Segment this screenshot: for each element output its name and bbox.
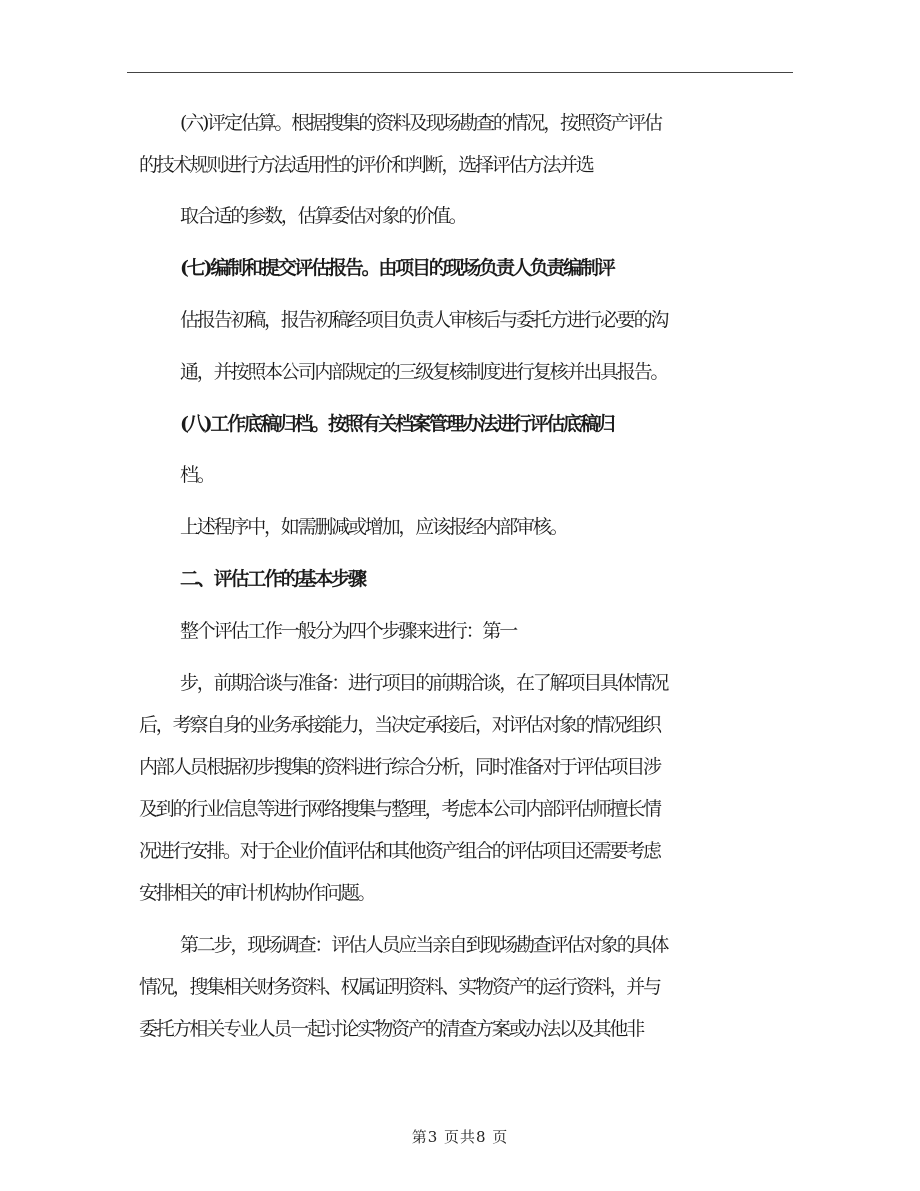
text-line: 内部人员根据初步搜集的资料进行综合分析，同时准备对于评估项目涉	[139, 756, 660, 778]
text-line: 通，并按照本公司内部规定的三级复核制度进行复核并出具报告。	[180, 361, 668, 383]
page-number-footer: 第3 页共8 页	[411, 1128, 509, 1146]
text-line: 整个评估工作一般分为四个步骤来进行：第一	[180, 620, 517, 642]
text-line: 第二步，现场调查：评估人员应当亲自到现场勘查评估对象的具体	[180, 934, 668, 956]
text-line: 上述程序中，如需删减或增加，应该报经内部审核。	[180, 516, 567, 538]
text-line: 档。	[180, 464, 214, 486]
header-rule	[127, 72, 793, 73]
text-line: 及到的行业信息等进行网络搜集与整理，考虑本公司内部评估师擅长情	[139, 798, 660, 820]
text-line: 情况，搜集相关财务资料、权属证明资料、实物资产的运行资料，并与	[139, 976, 660, 998]
text-line: 步，前期洽谈与准备：进行项目的前期洽谈，在了解项目具体情况	[180, 672, 668, 694]
text-line: 后，考察自身的业务承接能力，当决定承接后，对评估对象的情况组织	[139, 714, 660, 736]
bold-heading-line: (八)工作底稿归档。按照有关档案管理办法进行评估底稿归	[180, 413, 614, 435]
text-line: 取合适的参数，估算委估对象的价值。	[180, 205, 466, 227]
section-heading: 二、评估工作的基本步骤	[180, 568, 365, 590]
text-line: 估报告初稿，报告初稿经项目负责人审核后与委托方进行必要的沟	[180, 309, 668, 331]
text-line: 况进行安排。对于企业价值评估和其他资产组合的评估项目还需要考虑	[139, 840, 660, 862]
bold-heading-line: (七)编制和提交评估报告。由项目的现场负责人负责编制评	[180, 257, 614, 279]
text-line: (六)评定估算。根据搜集的资料及现场勘查的情况，按照资产评估	[180, 112, 661, 134]
text-line: 的技术规则进行方法适用性的评价和判断，选择评估方法并选	[139, 154, 593, 176]
text-line: 安排相关的审计机构协作问题。	[139, 882, 375, 904]
text-line: 委托方相关专业人员一起讨论实物资产的清查方案或办法以及其他非	[139, 1018, 644, 1040]
